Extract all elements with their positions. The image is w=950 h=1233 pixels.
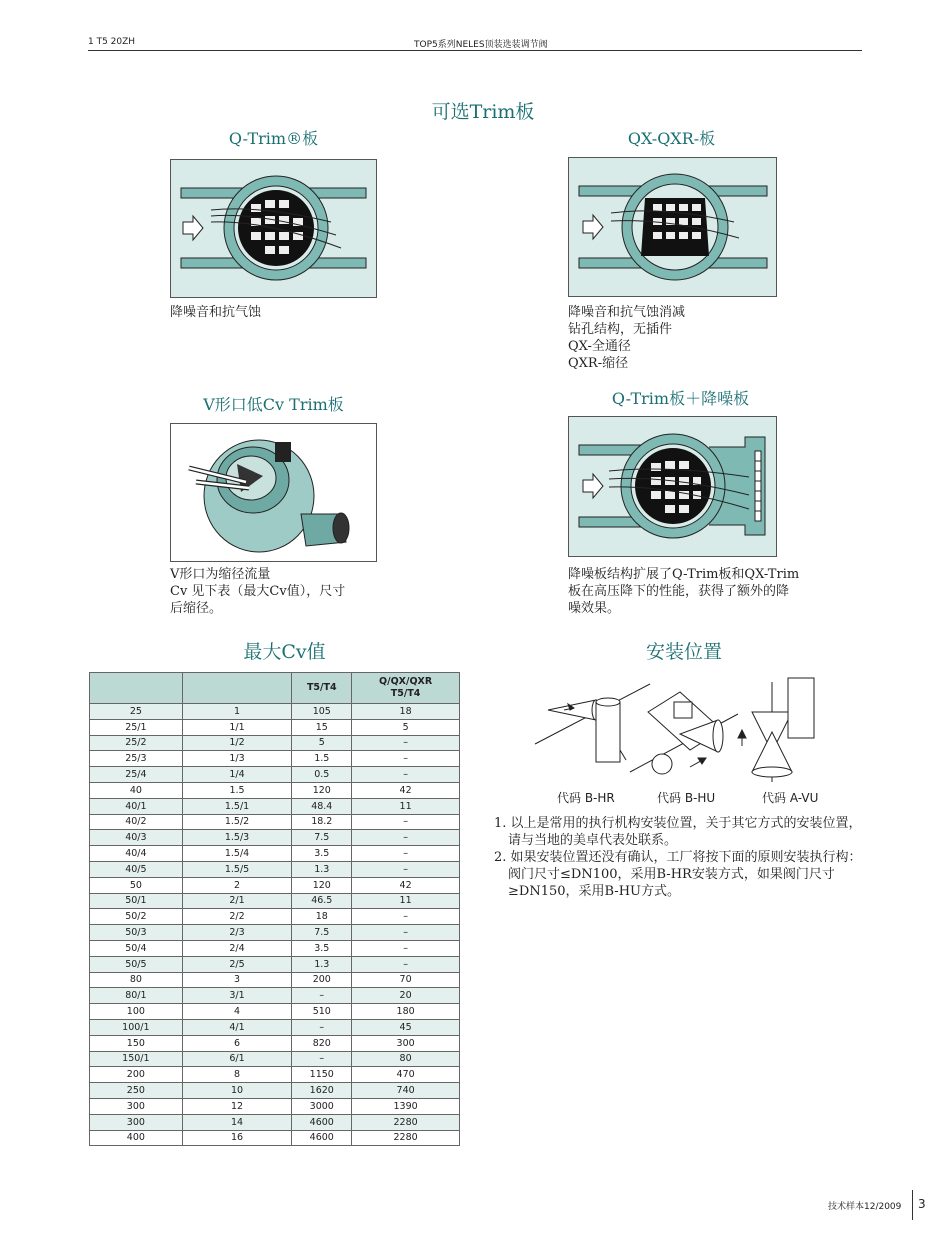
cv-cell: 15	[292, 719, 352, 735]
cv-cell: 200	[90, 1067, 183, 1083]
mounting-note-2: 2. 如果安装位置还没有确认，工厂将按下面的原则安装执行构： 阀门尺寸≤DN100，采用B-HR安装方式，如果阀门尺寸 ≥DN150，采用B-HU方式。	[494, 850, 862, 899]
cv-table-row	[90, 925, 460, 941]
cv-cell: 45	[352, 1019, 460, 1035]
cv-cell: –	[292, 1051, 352, 1067]
cv-cell: 2/5	[182, 956, 292, 972]
cv-table-row	[90, 798, 460, 814]
header-rule	[88, 50, 862, 51]
cv-cell: 42	[352, 877, 460, 893]
cv-table-row	[90, 1114, 460, 1130]
cv-table-row	[90, 767, 460, 783]
qtrim-plate-title: Q-Trim板＋降噪板	[611, 389, 750, 408]
cv-cell: 12	[182, 1098, 292, 1114]
cv-table-row	[90, 909, 460, 925]
qx-caption-1: 降噪音和抗气蚀消减	[568, 305, 686, 320]
cv-cell: 3/1	[182, 988, 292, 1004]
cv-table-row	[90, 1035, 460, 1051]
cv-table-row	[90, 1083, 460, 1099]
qx-caption-3: QX-全通径	[568, 339, 631, 354]
header-left: 1 T5 20ZH	[88, 37, 136, 47]
mounting-code-bhr: 代码 B-HR	[557, 791, 615, 805]
cv-table-row	[90, 877, 460, 893]
cv-cell: 1390	[352, 1098, 460, 1114]
cv-cell: 18	[292, 909, 352, 925]
cv-cell: 5	[352, 719, 460, 735]
mounting-code-bhu: 代码 B-HU	[657, 791, 716, 805]
cv-cell: 2/3	[182, 925, 292, 941]
footer-text: 技术样本12/2009	[828, 1202, 902, 1212]
cv-cell: 100/1	[90, 1019, 183, 1035]
cv-cell: 1/2	[182, 735, 292, 751]
qx-title: QX-QXR-板	[627, 129, 716, 148]
cv-table-row	[90, 751, 460, 767]
cv-table-row	[90, 893, 460, 909]
cv-table-row	[90, 1130, 460, 1146]
cv-cell: 25/1	[90, 719, 183, 735]
cv-cell: –	[352, 814, 460, 830]
qx-figure	[568, 157, 777, 297]
cv-section-title: 最大Cv值	[243, 641, 326, 663]
cv-cell: 48.4	[292, 798, 352, 814]
cv-table-row	[90, 704, 460, 720]
mounting-bhr-drawing	[535, 684, 650, 762]
mounting-avu-drawing	[738, 678, 814, 782]
cv-cell: 50/5	[90, 956, 183, 972]
cv-cell: 42	[352, 782, 460, 798]
cv-cell: 70	[352, 972, 460, 988]
mounting-code-avu: 代码 A-VU	[762, 791, 819, 805]
cv-header-t5t4: T5/T4	[292, 673, 352, 704]
cv-table-row	[90, 988, 460, 1004]
cv-cell: 40/3	[90, 830, 183, 846]
cv-table-row	[90, 1067, 460, 1083]
cv-cell: 1620	[292, 1083, 352, 1099]
cv-cell: 4/1	[182, 1019, 292, 1035]
cv-cell: 25	[90, 704, 183, 720]
cv-table-row	[90, 1019, 460, 1035]
cv-cell: 25/4	[90, 767, 183, 783]
cv-cell: 1.5/2	[182, 814, 292, 830]
cv-cell: 18.2	[292, 814, 352, 830]
cv-table-row	[90, 830, 460, 846]
cv-cell: –	[292, 1019, 352, 1035]
cv-cell: –	[352, 735, 460, 751]
cv-cell: –	[352, 940, 460, 956]
mounting-notes	[494, 815, 874, 900]
cv-cell: –	[352, 925, 460, 941]
cv-table-row	[90, 814, 460, 830]
cv-table-row	[90, 735, 460, 751]
vport-title: V形口低Cv Trim板	[203, 395, 344, 414]
cv-cell: 400	[90, 1130, 183, 1146]
cv-cell: 40/1	[90, 798, 183, 814]
cv-cell: –	[352, 830, 460, 846]
cv-cell: 120	[292, 782, 352, 798]
cv-header-qtrim: Q/QX/QXR T5/T4	[352, 673, 460, 704]
mounting-bhu-drawing	[630, 692, 738, 774]
vport-caption-2: Cv 见下表（最大Cv值），尺寸	[170, 584, 346, 599]
cv-cell: 5	[292, 735, 352, 751]
cv-table-row	[90, 861, 460, 877]
cv-cell: –	[352, 846, 460, 862]
cv-cell: 150/1	[90, 1051, 183, 1067]
cv-cell: 4600	[292, 1130, 352, 1146]
cv-cell: –	[352, 956, 460, 972]
cv-cell: –	[352, 909, 460, 925]
qtrim-plate-caption-1: 降噪板结构扩展了Q-Trim板和QX-Trim	[568, 567, 800, 582]
cv-cell: 25/3	[90, 751, 183, 767]
cv-header-size-in	[182, 673, 292, 704]
cv-cell: 510	[292, 1004, 352, 1020]
cv-cell: 3000	[292, 1098, 352, 1114]
cv-cell: 2	[182, 877, 292, 893]
cv-cell: –	[352, 767, 460, 783]
cv-table-row	[90, 972, 460, 988]
vport-valve-illustration	[171, 424, 376, 561]
cv-cell: 1150	[292, 1067, 352, 1083]
cv-cell: 11	[352, 893, 460, 909]
page-number: 3	[918, 1197, 926, 1211]
cv-cell: 14	[182, 1114, 292, 1130]
qx-caption	[568, 304, 685, 372]
cv-cell: 2280	[352, 1130, 460, 1146]
cv-cell: 150	[90, 1035, 183, 1051]
cv-cell: 2/1	[182, 893, 292, 909]
cv-header-size-mm	[90, 673, 183, 704]
qtrim-valve-illustration	[171, 160, 376, 297]
cv-table-row	[90, 1098, 460, 1114]
cv-table-row	[90, 940, 460, 956]
cv-cell: 25/2	[90, 735, 183, 751]
cv-cell: 10	[182, 1083, 292, 1099]
qtrim-plate-figure	[568, 416, 777, 557]
cv-cell: 180	[352, 1004, 460, 1020]
footer-divider	[912, 1190, 913, 1220]
qtrim-plate-caption-3: 噪效果。	[568, 601, 621, 616]
cv-cell: 8	[182, 1067, 292, 1083]
mounting-diagram	[530, 672, 830, 782]
cv-cell: 1.5/5	[182, 861, 292, 877]
cv-cell: 0.5	[292, 767, 352, 783]
qx-caption-4: QXR-缩径	[568, 356, 629, 371]
cv-cell: 470	[352, 1067, 460, 1083]
cv-cell: 3.5	[292, 846, 352, 862]
cv-cell: 300	[90, 1114, 183, 1130]
cv-cell: 1/3	[182, 751, 292, 767]
cv-cell: 1.5/4	[182, 846, 292, 862]
qtrim-plate-caption-2: 板在高压降下的性能，获得了额外的降	[568, 584, 790, 599]
cv-cell: 250	[90, 1083, 183, 1099]
qtrim-plate-valve-illustration	[569, 417, 776, 556]
cv-cell: 6	[182, 1035, 292, 1051]
vport-caption-1: V形口为缩径流量	[170, 567, 271, 582]
cv-cell: 16	[182, 1130, 292, 1146]
cv-cell: 80/1	[90, 988, 183, 1004]
cv-cell: 40/5	[90, 861, 183, 877]
cv-cell: 1.5	[292, 751, 352, 767]
cv-cell: 120	[292, 877, 352, 893]
cv-cell: 50/4	[90, 940, 183, 956]
mounting-note-1: 1. 以上是常用的执行机构安装位置，关于其它方式的安装位置， 请与当地的美卓代表处联系。	[494, 816, 862, 848]
cv-table-row	[90, 782, 460, 798]
cv-table-row	[90, 1051, 460, 1067]
cv-cell: 1.3	[292, 861, 352, 877]
qx-valve-illustration	[569, 158, 776, 296]
cv-cell: 7.5	[292, 830, 352, 846]
cv-cell: –	[352, 751, 460, 767]
cv-cell: 100	[90, 1004, 183, 1020]
cv-cell: 1.5/3	[182, 830, 292, 846]
cv-cell: 105	[292, 704, 352, 720]
cv-cell: 80	[90, 972, 183, 988]
vport-figure	[170, 423, 377, 562]
cv-cell: 1/1	[182, 719, 292, 735]
cv-cell: 4	[182, 1004, 292, 1020]
cv-cell: 50/2	[90, 909, 183, 925]
cv-cell: –	[352, 861, 460, 877]
cv-table-row	[90, 719, 460, 735]
vport-caption	[170, 566, 345, 617]
cv-cell: 1.3	[292, 956, 352, 972]
cv-table-row	[90, 846, 460, 862]
qtrim-title: Q-Trim®板	[228, 129, 319, 148]
cv-cell: 40/2	[90, 814, 183, 830]
cv-cell: 6/1	[182, 1051, 292, 1067]
header-title: TOP5系列NELES顶装选装调节阀	[414, 40, 548, 50]
cv-cell: 7.5	[292, 925, 352, 941]
cv-cell: 300	[352, 1035, 460, 1051]
cv-cell: 300	[90, 1098, 183, 1114]
cv-cell: 2/2	[182, 909, 292, 925]
cv-cell: 4600	[292, 1114, 352, 1130]
cv-cell: 40	[90, 782, 183, 798]
qtrim-caption-1: 降噪音和抗气蚀	[170, 305, 262, 320]
cv-cell: 1/4	[182, 767, 292, 783]
cv-table-header	[90, 673, 460, 704]
cv-table-body	[90, 704, 460, 1146]
cv-cell: 50/3	[90, 925, 183, 941]
trim-section-title: 可选Trim板	[431, 101, 535, 123]
qx-caption-2: 钻孔结构，无插件	[568, 322, 673, 337]
qtrim-plate-caption	[568, 566, 799, 617]
cv-table	[89, 672, 460, 1146]
cv-cell: 3.5	[292, 940, 352, 956]
cv-cell: 3	[182, 972, 292, 988]
cv-cell: 1	[182, 704, 292, 720]
cv-cell: 18	[352, 704, 460, 720]
cv-cell: 820	[292, 1035, 352, 1051]
cv-cell: 2/4	[182, 940, 292, 956]
cv-table-row	[90, 1004, 460, 1020]
cv-cell: 1.5	[182, 782, 292, 798]
mounting-section-title: 安装位置	[645, 641, 722, 663]
qtrim-figure	[170, 159, 377, 298]
cv-cell: 2280	[352, 1114, 460, 1130]
cv-cell: 50/1	[90, 893, 183, 909]
cv-cell: 20	[352, 988, 460, 1004]
cv-cell: 1.5/1	[182, 798, 292, 814]
cv-cell: 40/4	[90, 846, 183, 862]
cv-cell: 80	[352, 1051, 460, 1067]
cv-cell: 46.5	[292, 893, 352, 909]
cv-cell: 740	[352, 1083, 460, 1099]
cv-table-row	[90, 956, 460, 972]
cv-cell: 11	[352, 798, 460, 814]
cv-cell: 200	[292, 972, 352, 988]
vport-caption-3: 后缩径。	[170, 601, 223, 616]
cv-cell: 50	[90, 877, 183, 893]
cv-cell: –	[292, 988, 352, 1004]
